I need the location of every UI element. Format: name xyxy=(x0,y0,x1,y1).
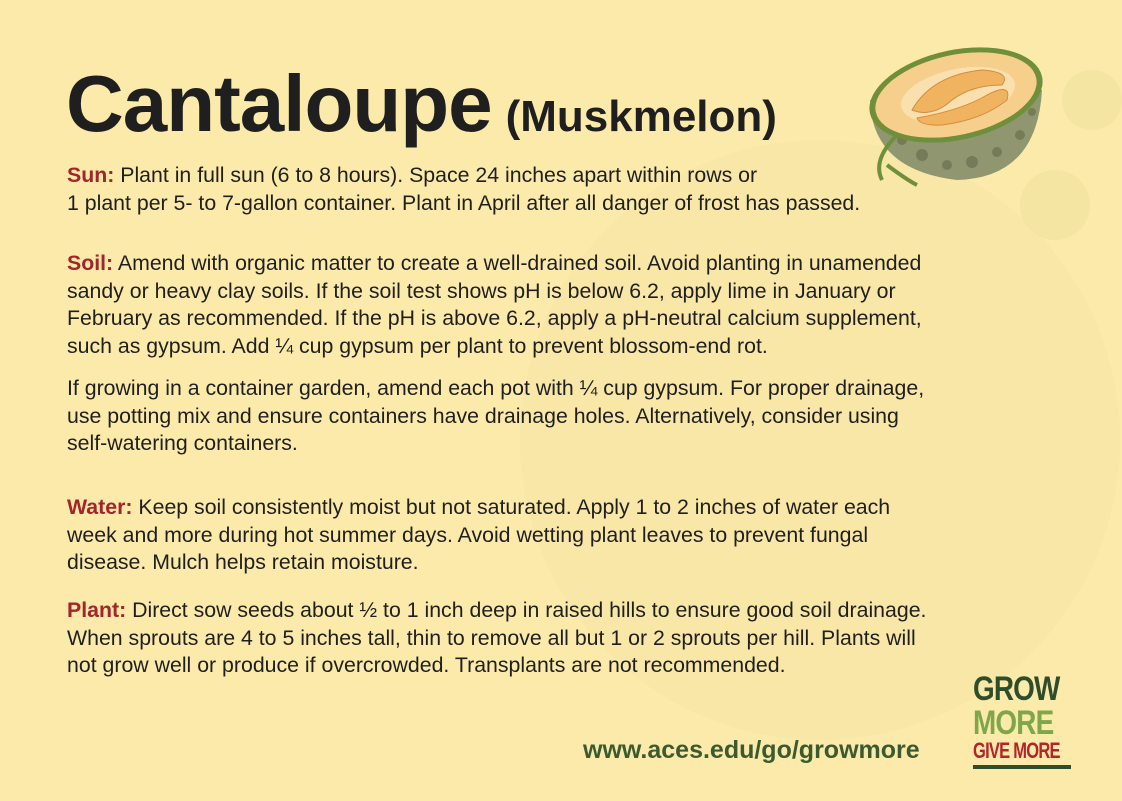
water-section xyxy=(67,494,890,577)
logo-give-more: GIVE MORE xyxy=(973,738,1060,763)
plant-text: not grow well or produce if overcrowded. Transplants are not recommended. xyxy=(67,653,786,677)
water-label: Water: xyxy=(67,495,133,519)
sun-text: 1 plant per 5- to 7-gallon container. Plant in April after all danger of frost has passed. xyxy=(67,190,861,215)
container-text: If growing in a container garden, amend each pot with ¼ cup gypsum. For proper drainage, xyxy=(67,376,925,400)
soil-text: Amend with organic matter to create a well-drained soil. Avoid planting in unamended xyxy=(113,251,922,275)
plant-text: Direct sow seeds about ½ to 1 inch deep in raised hills to ensure good soil drainage. xyxy=(126,598,927,622)
logo-grow: GROW xyxy=(973,670,1060,708)
logo-underline xyxy=(973,765,1071,769)
sun-label: Sun: xyxy=(67,163,115,187)
soil-text: sandy or heavy clay soils. If the soil test shows pH is below 6.2, apply lime in January or xyxy=(67,278,896,303)
plant-label: Plant: xyxy=(67,598,127,622)
plant-section xyxy=(67,597,926,680)
logo-more: MORE xyxy=(973,704,1054,742)
background-circle xyxy=(1062,70,1122,130)
soil-text: such as gypsum. Add ¼ cup gypsum per plant to prevent blossom-end rot. xyxy=(67,333,768,358)
water-text: disease. Mulch helps retain moisture. xyxy=(67,550,419,574)
plant-text: When sprouts are 4 to 5 inches tall, thin to remove all but 1 or 2 sprouts per hill. Plants will xyxy=(67,625,916,650)
grow-more-give-more-logo xyxy=(973,672,1071,769)
sun-section xyxy=(67,162,860,217)
water-text: Keep soil consistently moist but not saturated. Apply 1 to 2 inches of water each xyxy=(132,495,891,519)
website-link[interactable]: www.aces.edu/go/growmore xyxy=(583,736,920,764)
water-text: week and more during hot summer days. Avoid wetting plant leaves to prevent fungal xyxy=(67,522,869,547)
cantaloupe-illustration xyxy=(862,40,1047,190)
title-main: Cantaloupe xyxy=(66,59,492,148)
soil-section xyxy=(67,250,922,360)
sun-text: Plant in full sun (6 to 8 hours). Space 24 inches apart within rows or xyxy=(114,163,758,187)
container-text: self-watering containers. xyxy=(67,431,298,455)
container-section xyxy=(67,375,924,458)
title-sub: (Muskmelon) xyxy=(505,92,777,141)
page-title xyxy=(66,58,777,150)
container-text: use potting mix and ensure containers have drainage holes. Alternatively, consider using xyxy=(67,403,899,428)
soil-text: February as recommended. If the pH is above 6.2, apply a pH-neutral calcium supplement, xyxy=(67,306,922,330)
soil-label: Soil: xyxy=(67,251,114,275)
